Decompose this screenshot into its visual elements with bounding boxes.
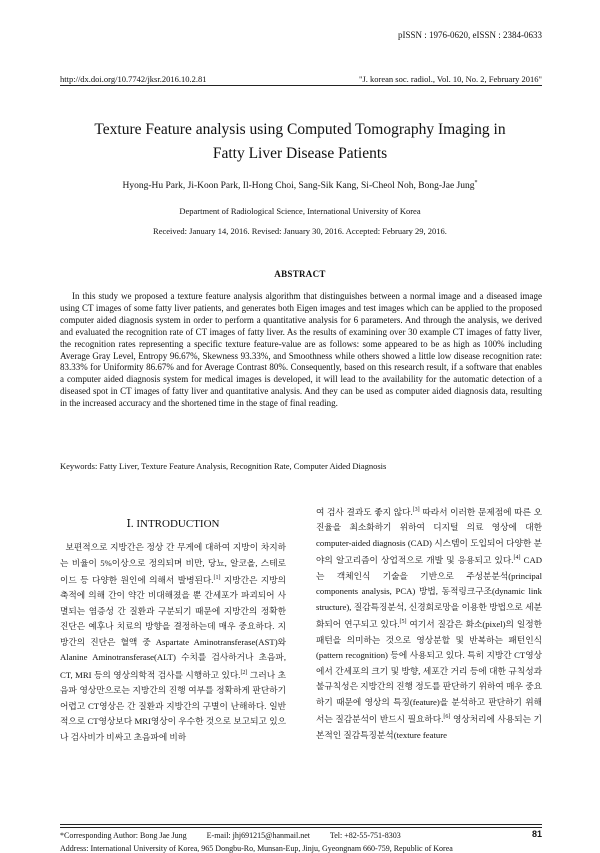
intro-left-p2: 지방간은 지방의 축적에 의해 간이 약간 비대해졌을 뿐 간세포가 파괴되어 사멸되는 염증성 간 질환과 구분되기 때문에 지방간의 정확한 진단은 예후나 치료의 방향을 결정하는데 매우 중요하다. 지방간의 진단은 혈액 중 Aspartate Aminotransferase(AST)와 Alanine Aminotransferase(ALT) 수치를 검사하거나 초음파, CT, MRI 등의 영상의학적 검사를 시행하고 있다. bbox=[60, 574, 286, 680]
journal-citation: "J. korean soc. radiol., Vol. 10, No. 2, February 2016" bbox=[359, 74, 542, 84]
footer-rule-2 bbox=[60, 827, 542, 828]
corresponding-author-note: *Corresponding Author: Bong Jae Jung E-mail: jhj691215@hanmail.net Tel: +82-55-751-8303 bbox=[60, 831, 401, 840]
ref-3[interactable]: [3] bbox=[412, 507, 420, 513]
intro-heading: Ⅰ. INTRODUCTION bbox=[126, 518, 220, 530]
abstract-text: In this study we proposed a texture feature analysis algorithm that distinguishes between a normal image and a diseased image using CT images of some fatty liver patients, and generates both Eigen images and test images which can be applied to the proposed computer aided diagnosis system in order to perform a quantitative analysis for 6 parameters. And through the analysis, we derived and evaluated the recognition rate of CT images of fatty liver. As the results of examining over 30 example CT images of fatty liver, the recognition rates representing a specific texture feature-value are as follows: some appeared to be as high as 100% including Average Gray Level, Entropy 96.67%, Skewness 93.33%, and Smoothness while others showed a little low disease recognition rate: 83.33% for Uniformity 86.67% and for Average Contrast 80%. Consequently, based on this research result, if a software that enables a computer aided diagnosis system for medical images is developed, it will lead to the availability for the automatic detection of a diseased spot in CT images of fatty liver and quantitative analysis. And they can be used as computer aided diagnosis data, resulting in the increased accuracy and the shortened time in the stage of final reading. bbox=[60, 291, 542, 409]
ref-4[interactable]: [4] bbox=[513, 555, 521, 562]
title-line-1: Texture Feature analysis using Computed Tomography Imaging in bbox=[94, 121, 506, 138]
authors-text: Hyong-Hu Park, Ji-Koon Park, Il-Hong Choi, Sang-Sik Kang, Si-Cheol Noh, Bong-Jae Jung bbox=[122, 181, 475, 192]
received-dates: Received: January 14, 2016. Revised: January 30, 2016. Accepted: February 29, 2016. bbox=[153, 226, 447, 236]
keywords: Keywords: Fatty Liver, Texture Feature Analysis, Recognition Rate, Computer Aided Diagnosis bbox=[60, 461, 387, 471]
intro-right-column bbox=[316, 503, 542, 743]
page-number: 81 bbox=[531, 829, 542, 839]
intro-right-p3: CAD는 객체인식 기술을 기반으로 주성분분석(principal components analysis, PCA) 방법, 동적링크구조(dynamic link structure), 질감특징분석, 신경회로망을 이용한 방법으로 세분화되어 연구되고 있다. bbox=[316, 555, 542, 630]
intro-left-column bbox=[60, 540, 286, 745]
author-list bbox=[40, 180, 560, 191]
intro-right-p2: 따라서 이러한 문제점에 따른 오진율을 최소화하기 위하여 디지털 의료 영상에 대한 computer-aided diagnosis (CAD) 시스템이 도입되어 다양한 분야의 알고리즘이 상업적으로 개발 및 응용되고 있다. bbox=[316, 506, 542, 566]
ref-2[interactable]: [2] bbox=[240, 669, 248, 676]
doi-link[interactable]: http://dx.doi.org/10.7742/jksr.2016.10.2.81 bbox=[60, 74, 207, 84]
header-rule bbox=[60, 85, 542, 86]
intro-right-p1: 여 검사 결과도 좋지 않다. bbox=[316, 506, 413, 517]
intro-right-p5: 영상처리에 사용되는 기본적인 질감특징분석(texture feature bbox=[316, 714, 542, 740]
ref-1[interactable]: [1] bbox=[213, 575, 221, 581]
affiliation: Department of Radiological Science, International University of Korea bbox=[179, 206, 421, 216]
corresponding-mark: * bbox=[474, 180, 478, 186]
abstract-heading: ABSTRACT bbox=[274, 269, 326, 279]
paper-title bbox=[40, 118, 560, 166]
footer-rule bbox=[60, 824, 542, 825]
title-line-2: Fatty Liver Disease Patients bbox=[212, 145, 388, 162]
address-note: Address: International University of Korea, 965 Dongbu-Ro, Munsan-Eup, Jinju, Gyeongnam 660-759, Republic of Korea bbox=[60, 844, 453, 853]
intro-right-p4: 여기서 질감은 화소(pixel)의 일정한 패턴을 의미하는 것으로 영상분할 및 반복하는 패턴인식(pattern recognition) 등에 사용되고 있다. 특히 지방간 CT영상에서 간세포의 크기 및 방향, 세포간 거리 등에 대한 규칙성과 불규칙성은 지방간의 진행 정도를 판단하기 위하여 매우 중요하기 때문에 영상의 특징(feature)을 분석하고 판단하기 위해서는 질감분석이 반드시 필요하다. bbox=[316, 619, 542, 725]
intro-left-p1: 보편적으로 지방간은 정상 간 무게에 대하여 지방이 차지하는 비율이 5%이상으로 정의되며 비만, 당뇨, 알코올, 스테로이드 등 다양한 원인에 의해서 발병된다. bbox=[60, 542, 286, 585]
intro-left-p3: 그러나 초음파 영상만으로는 지방간의 진행 여부를 정확하게 판단하기 어렵고 CT영상은 간 질환과 지방간의 구별이 난해하다. 일반적으로 CT영상보다 MRI영상이 우수한 것으로 보고되고 있으나 검사비가 비싸고 초음파에 비하 bbox=[60, 669, 286, 742]
issn-line: pISSN : 1976-0620, eISSN : 2384-0633 bbox=[397, 30, 542, 40]
ref-5[interactable]: [5] bbox=[399, 619, 407, 626]
ref-6[interactable]: [6] bbox=[443, 714, 451, 721]
